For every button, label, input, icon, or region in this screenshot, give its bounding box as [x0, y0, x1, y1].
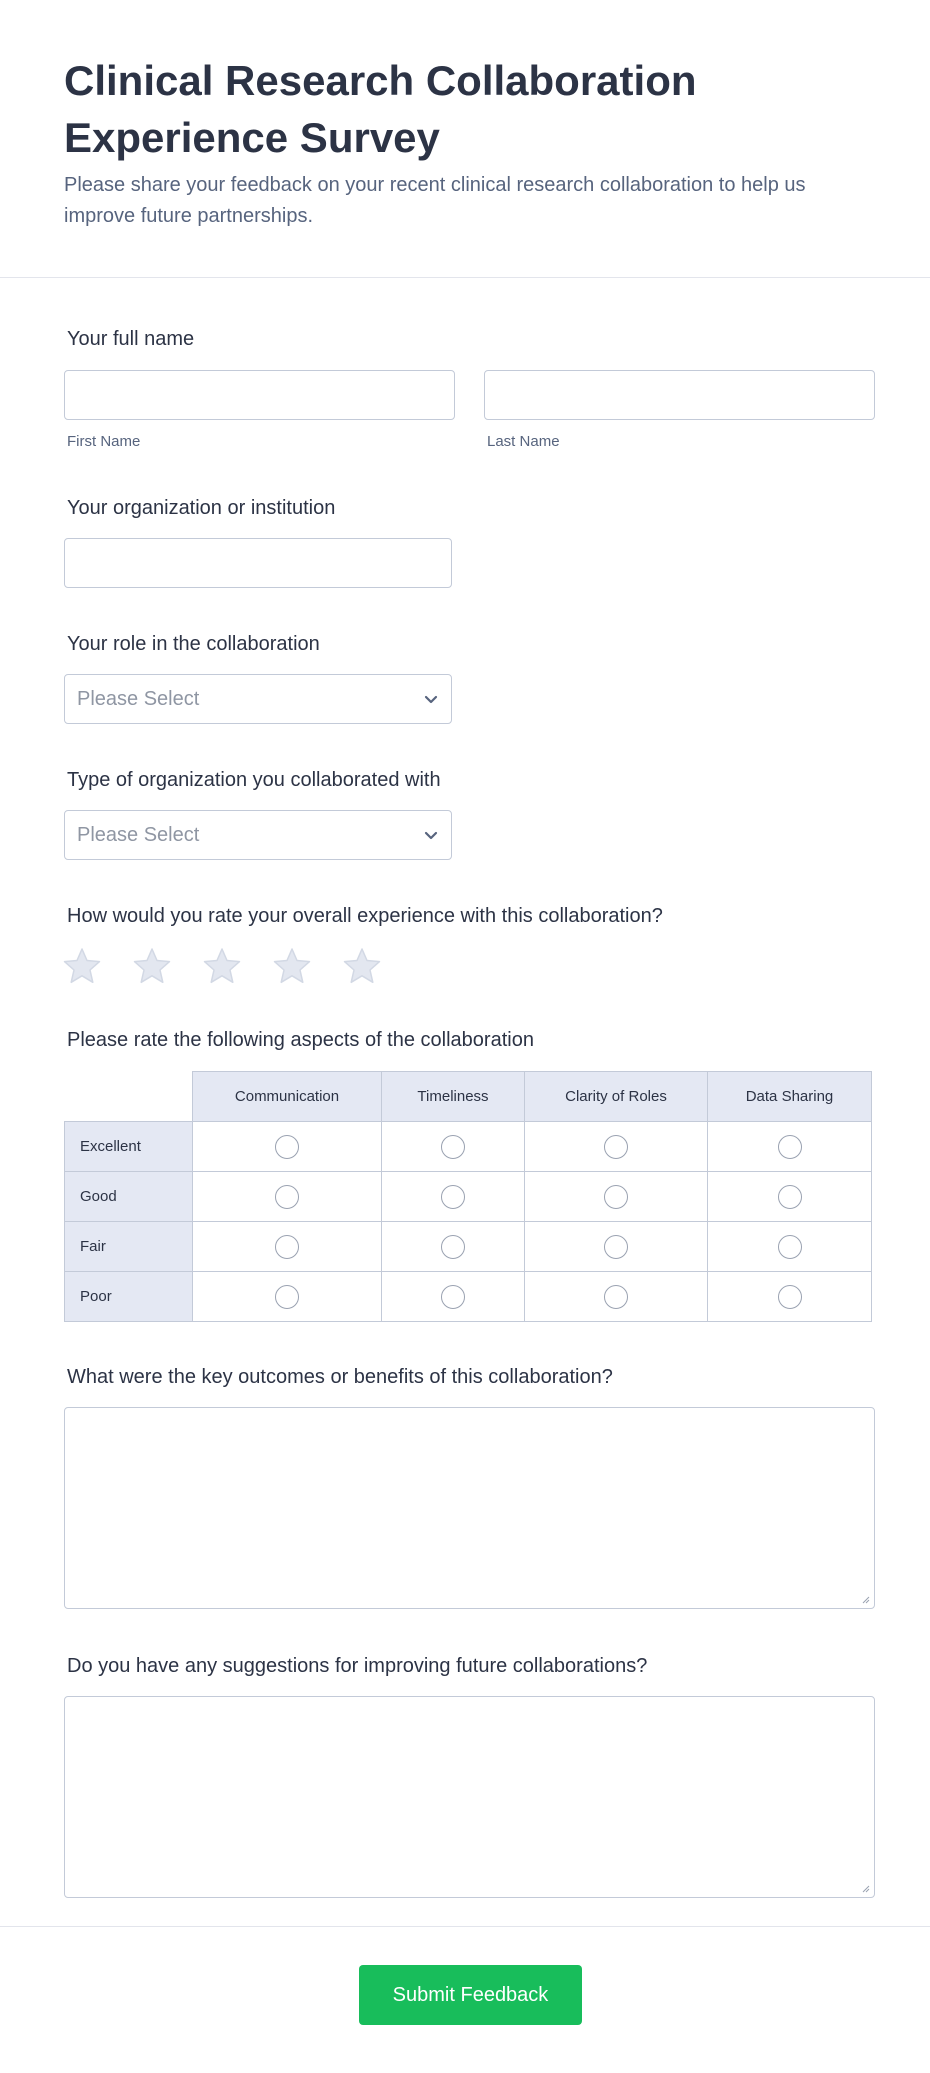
matrix-column-header: Timeliness: [382, 1072, 525, 1122]
matrix-cell: [193, 1222, 382, 1272]
last-name-input[interactable]: [484, 370, 875, 420]
matrix-radio[interactable]: [275, 1135, 299, 1159]
matrix-cell: [708, 1272, 872, 1322]
matrix-radio[interactable]: [441, 1235, 465, 1259]
matrix-radio[interactable]: [441, 1185, 465, 1209]
matrix-row-label: Fair: [65, 1222, 193, 1272]
matrix-cell: [525, 1272, 708, 1322]
matrix-cell: [708, 1172, 872, 1222]
matrix-radio[interactable]: [604, 1235, 628, 1259]
matrix-cell: [525, 1122, 708, 1172]
org-type-select-value: Please Select: [77, 823, 200, 846]
matrix-row: [65, 1122, 872, 1172]
matrix-row: [65, 1272, 872, 1322]
resize-grip-icon[interactable]: [862, 1596, 870, 1604]
matrix-radio[interactable]: [275, 1285, 299, 1309]
matrix-column-header: Data Sharing: [708, 1072, 872, 1122]
matrix-radio[interactable]: [778, 1185, 802, 1209]
matrix-row: [65, 1172, 872, 1222]
matrix-radio[interactable]: [275, 1185, 299, 1209]
matrix-cell: [708, 1222, 872, 1272]
matrix-cell: [525, 1172, 708, 1222]
outcomes-label: What were the key outcomes or benefits of this collaboration?: [67, 1366, 613, 1388]
matrix-cell: [382, 1122, 525, 1172]
matrix-row-label: Excellent: [65, 1122, 193, 1172]
first-name-sublabel: First Name: [67, 433, 141, 450]
matrix-cell: [193, 1272, 382, 1322]
matrix-row-label: Poor: [65, 1272, 193, 1322]
matrix-radio[interactable]: [604, 1285, 628, 1309]
chevron-down-icon: [423, 691, 439, 707]
star-icon[interactable]: [132, 946, 172, 986]
role-select[interactable]: [64, 674, 452, 724]
matrix-radio[interactable]: [441, 1135, 465, 1159]
star-icon[interactable]: [342, 946, 382, 986]
matrix-label: Please rate the following aspects of the collaboration: [67, 1029, 534, 1051]
matrix-row-label: Good: [65, 1172, 193, 1222]
role-select-value: Please Select: [77, 687, 200, 710]
first-name-input[interactable]: [64, 370, 455, 420]
suggestions-textarea[interactable]: [64, 1696, 875, 1898]
org-type-label: Type of organization you collaborated with: [67, 769, 441, 791]
outcomes-textarea[interactable]: [64, 1407, 875, 1609]
last-name-sublabel: Last Name: [487, 433, 560, 450]
matrix-row: [65, 1222, 872, 1272]
matrix-cell: [382, 1222, 525, 1272]
page-title: Clinical Research Collaboration Experience Survey: [64, 57, 697, 161]
matrix-radio[interactable]: [778, 1235, 802, 1259]
form-footer: [0, 1926, 930, 2073]
page-subtitle: Please share your feedback on your recent clinical research collaboration to help us improve future partnerships.: [64, 174, 806, 227]
form-header: [0, 0, 930, 278]
star-icon[interactable]: [62, 946, 102, 986]
matrix-column-header: Clarity of Roles: [525, 1072, 708, 1122]
matrix-cell: [193, 1122, 382, 1172]
matrix-radio[interactable]: [604, 1185, 628, 1209]
submit-button[interactable]: Submit Feedback: [359, 1965, 582, 2025]
matrix-cell: [525, 1222, 708, 1272]
suggestions-label: Do you have any suggestions for improving future collaborations?: [67, 1655, 648, 1677]
org-type-select[interactable]: [64, 810, 452, 860]
matrix-radio[interactable]: [778, 1135, 802, 1159]
matrix-radio[interactable]: [604, 1135, 628, 1159]
star-rating: [62, 946, 382, 986]
star-icon[interactable]: [202, 946, 242, 986]
matrix-cell: [382, 1172, 525, 1222]
matrix-column-header: Communication: [193, 1072, 382, 1122]
matrix-radio[interactable]: [778, 1285, 802, 1309]
organization-label: Your organization or institution: [67, 497, 336, 519]
matrix-cell: [708, 1122, 872, 1172]
organization-input[interactable]: [64, 538, 452, 588]
full-name-label: Your full name: [67, 328, 195, 350]
chevron-down-icon: [423, 827, 439, 843]
matrix-cell: [193, 1172, 382, 1222]
matrix-radio[interactable]: [275, 1235, 299, 1259]
matrix-corner: [65, 1072, 193, 1122]
resize-grip-icon[interactable]: [862, 1885, 870, 1893]
matrix-cell: [382, 1272, 525, 1322]
matrix-radio[interactable]: [441, 1285, 465, 1309]
survey-form: [0, 278, 930, 1928]
star-icon[interactable]: [272, 946, 312, 986]
role-label: Your role in the collaboration: [67, 633, 320, 655]
rating-matrix: [64, 1071, 872, 1322]
rating-label: How would you rate your overall experience with this collaboration?: [67, 905, 663, 927]
